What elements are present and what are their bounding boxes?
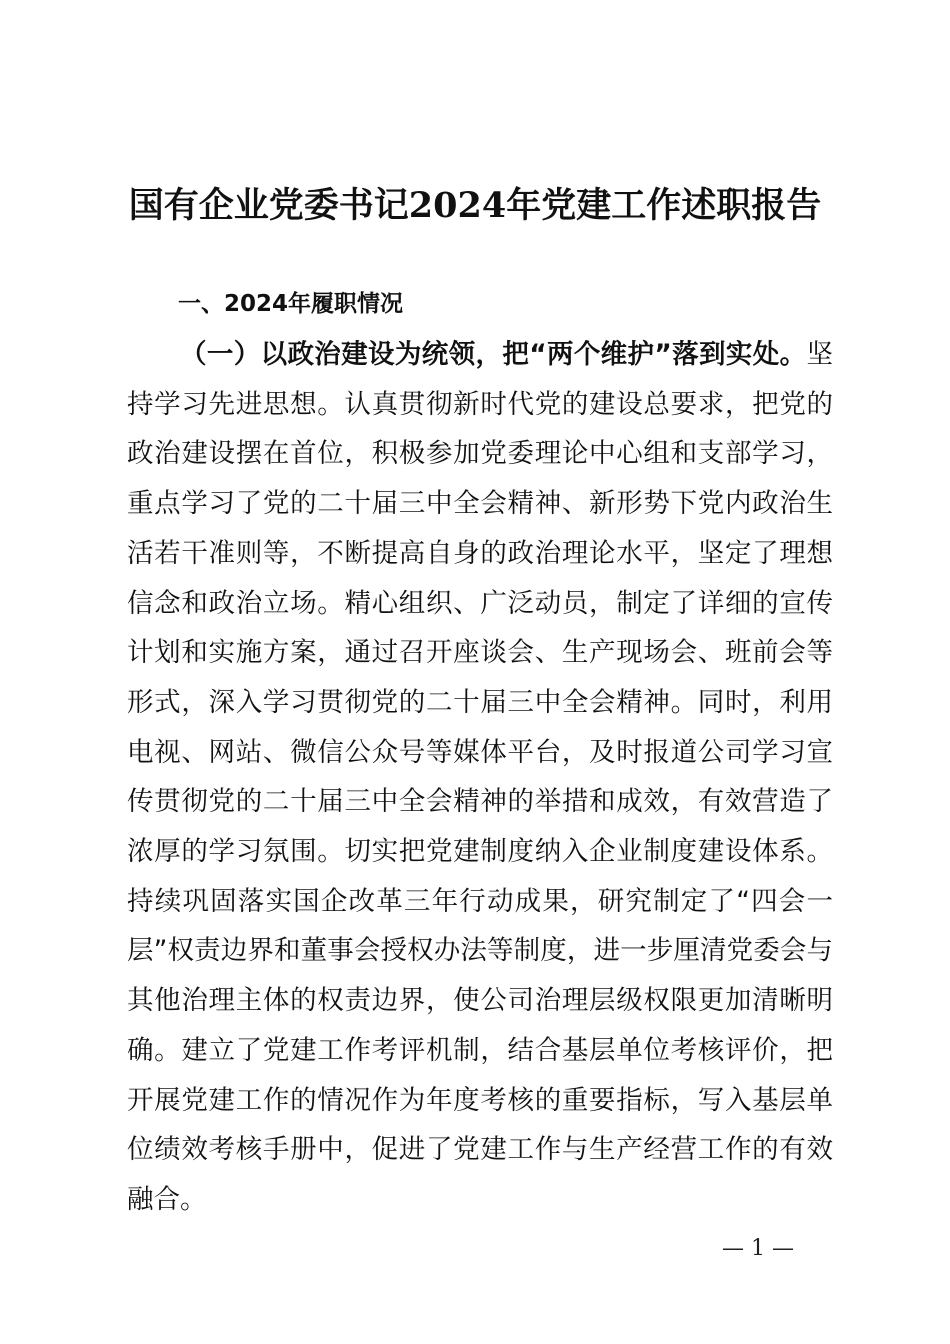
page-number: — 1 — <box>722 1236 794 1261</box>
body-paragraph <box>127 330 833 1225</box>
paragraph-body: 坚持学习先进思想。认真贯彻新时代党的建设总要求，把党的政治建设摆在首位，积极参加党委理论中心组和支部学习，重点学习了党的二十届三中全会精神、新形势下党内政治生活若干准则等，不断提高自身的政治理论水平，坚定了理想信念和政治立场。精心组织、广泛动员，制定了详细的宣传计划和实施方案，通过召开座谈会、生产现场会、班前会等形式，深入学习贯彻党的二十届三中全会精神。同时，利用电视、网站、微信公众号等媒体平台，及时报道公司学习宣传贯彻党的二十届三中全会精神的举措和成效，有效营造了浓厚的学习氛围。切实把党建制度纳入企业制度建设体系。持续巩固落实国企改革三年行动成果，研究制定了“四会一层”权责边界和董事会授权办法等制度，进一步厘清党委会与其他治理主体的权责边界，使公司治理层级权限更加清晰明确。建立了党建工作考评机制，结合基层单位考核评价，把开展党建工作的情况作为年度考核的重要指标，写入基层单位绩效考核手册中，促进了党建工作与生产经营工作的有效融合。 <box>127 339 833 1215</box>
section-heading: 一、2024年履职情况 <box>178 291 404 317</box>
paragraph-lead: （一）以政治建设为统领，把“两个维护”落到实处。 <box>180 339 807 370</box>
document-title: 国有企业党委书记2024年党建工作述职报告 <box>128 185 822 226</box>
